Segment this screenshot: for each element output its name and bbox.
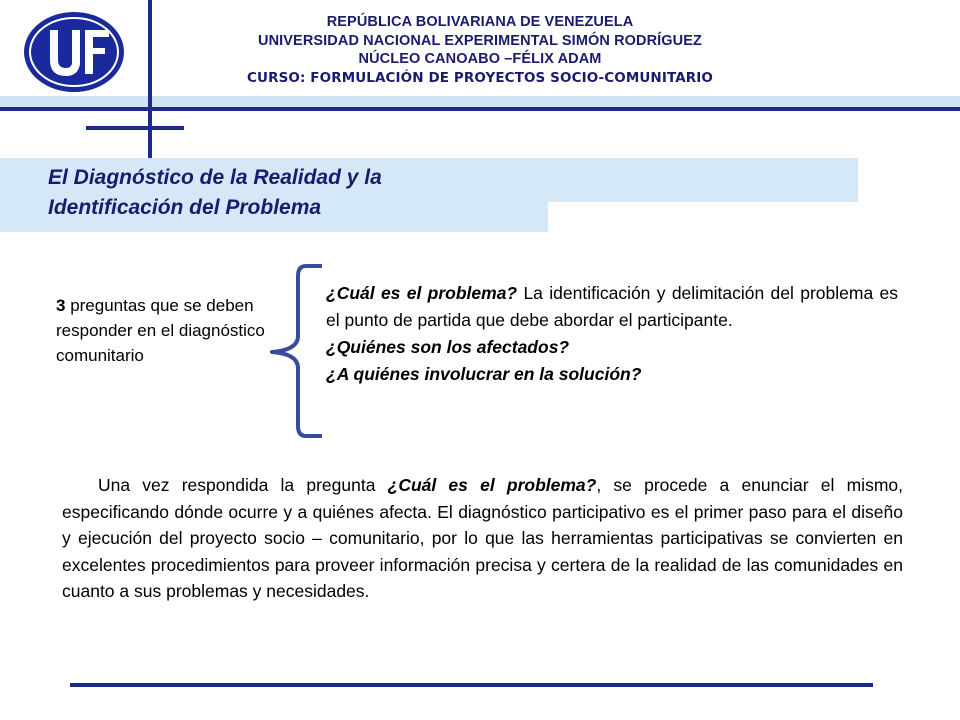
body-paragraph-text <box>62 472 903 605</box>
header-country: REPÚBLICA BOLIVARIANA DE VENEZUELA <box>326 14 634 30</box>
header-course: CURSO: FORMULACIÓN DE PROYECTOS SOCIO-COMUNITARIO <box>247 69 713 86</box>
questions-note-text: preguntas que se deben responder en el diagnóstico comunitario <box>56 296 265 365</box>
header-divider-line <box>0 107 960 111</box>
question-1-description: La identificación y delimitación del problema es el punto de partida que debe abordar el participante. <box>326 283 899 330</box>
questions-count: 3 <box>56 296 66 315</box>
header-light-band <box>0 96 960 107</box>
curly-brace-icon <box>262 262 328 440</box>
paragraph-intro: Una vez respondida la pregunta <box>98 475 388 495</box>
title-line-1: El Diagnóstico de la Realidad y la <box>48 166 382 189</box>
header-campus: NÚCLEO CANOABO –FÉLIX ADAM <box>358 51 602 67</box>
question-2: ¿Quiénes son los afectados? <box>326 337 570 357</box>
questions-note <box>56 293 266 368</box>
body-paragraph <box>62 472 903 605</box>
short-divider-line <box>86 126 184 130</box>
page-title <box>48 163 382 223</box>
question-1 <box>326 280 898 334</box>
institution-header <box>160 13 800 87</box>
vertical-divider-line <box>148 0 152 160</box>
question-1-title: ¿Cuál es el problema? <box>326 283 518 303</box>
header-university: UNIVERSIDAD NACIONAL EXPERIMENTAL SIMÓN RODRÍGUEZ <box>258 32 702 49</box>
question-3: ¿A quiénes involucrar en la solución? <box>326 364 642 384</box>
university-logo-icon <box>22 10 126 94</box>
paragraph-rest: , se procede a enunciar el mismo, especificando dónde ocurre y a quiénes afecta. El diagnóstico participativo es el primer paso para el diseño y ejecución del proyecto socio – comunitario, por lo que las herramientas participativas se convierten en excelentes procedimientos para proveer información precisa y certera de la realidad de las comunidades en cuanto a sus problemas y necesidades. <box>62 475 903 602</box>
paragraph-question: ¿Cuál es el problema? <box>387 475 597 495</box>
diagnostic-questions <box>326 280 898 388</box>
title-line-2: Identificación del Problema <box>48 196 322 219</box>
footer-divider-line <box>70 683 873 687</box>
